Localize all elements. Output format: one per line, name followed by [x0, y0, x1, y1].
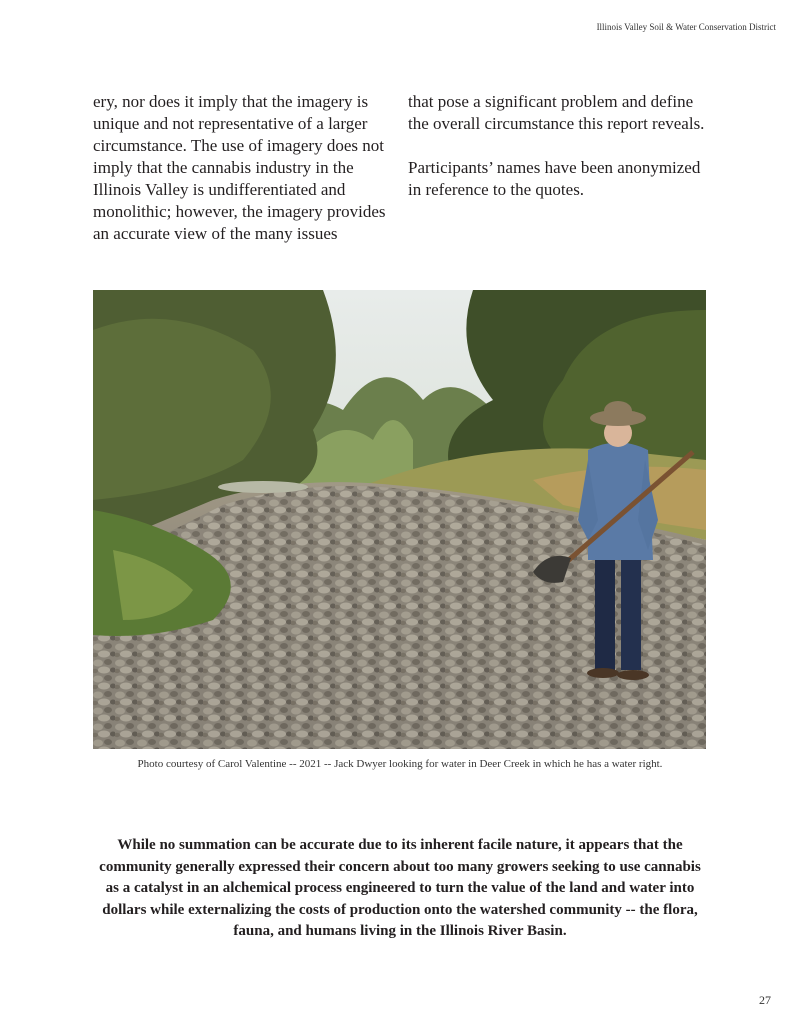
- photo-illustration: [93, 290, 706, 749]
- creek-bed-photo: [93, 290, 706, 749]
- left-text-column: [93, 91, 393, 245]
- page-number: 27: [759, 993, 771, 1007]
- photo-caption: Photo courtesy of Carol Valentine -- 2021 -- Jack Dwyer looking for water in Deer Creek in which he has a water right.: [137, 758, 663, 770]
- left-column-paragraph: ery, nor does it imply that the imagery is unique and not representative of a larger circumstance. The use of imagery does not imply that the cannabis industry in the Illinois Valley is undifferentiated and monolithic; however, the imagery provides an accurate view of the many issues: [93, 92, 386, 243]
- right-column-paragraph-2: Participants’ names have been anonymized in reference to the quotes.: [408, 158, 701, 199]
- right-text-column: [408, 91, 708, 201]
- right-column-paragraph-1: that pose a significant problem and define the overall circumstance this report reveals.: [408, 92, 705, 133]
- summary-statement: While no summation can be accurate due to its inherent facile nature, it appears that the community generally expressed their concern about too many growers seeking to use cannabis as a catalyst in an alchemical process engineered to turn the value of the land and water into dollars while externalizing the costs of production onto the watershed community -- the flora, fauna, and humans living in the Illinois River Basin.: [99, 837, 701, 939]
- running-header: Illinois Valley Soil & Water Conservation District: [596, 22, 776, 32]
